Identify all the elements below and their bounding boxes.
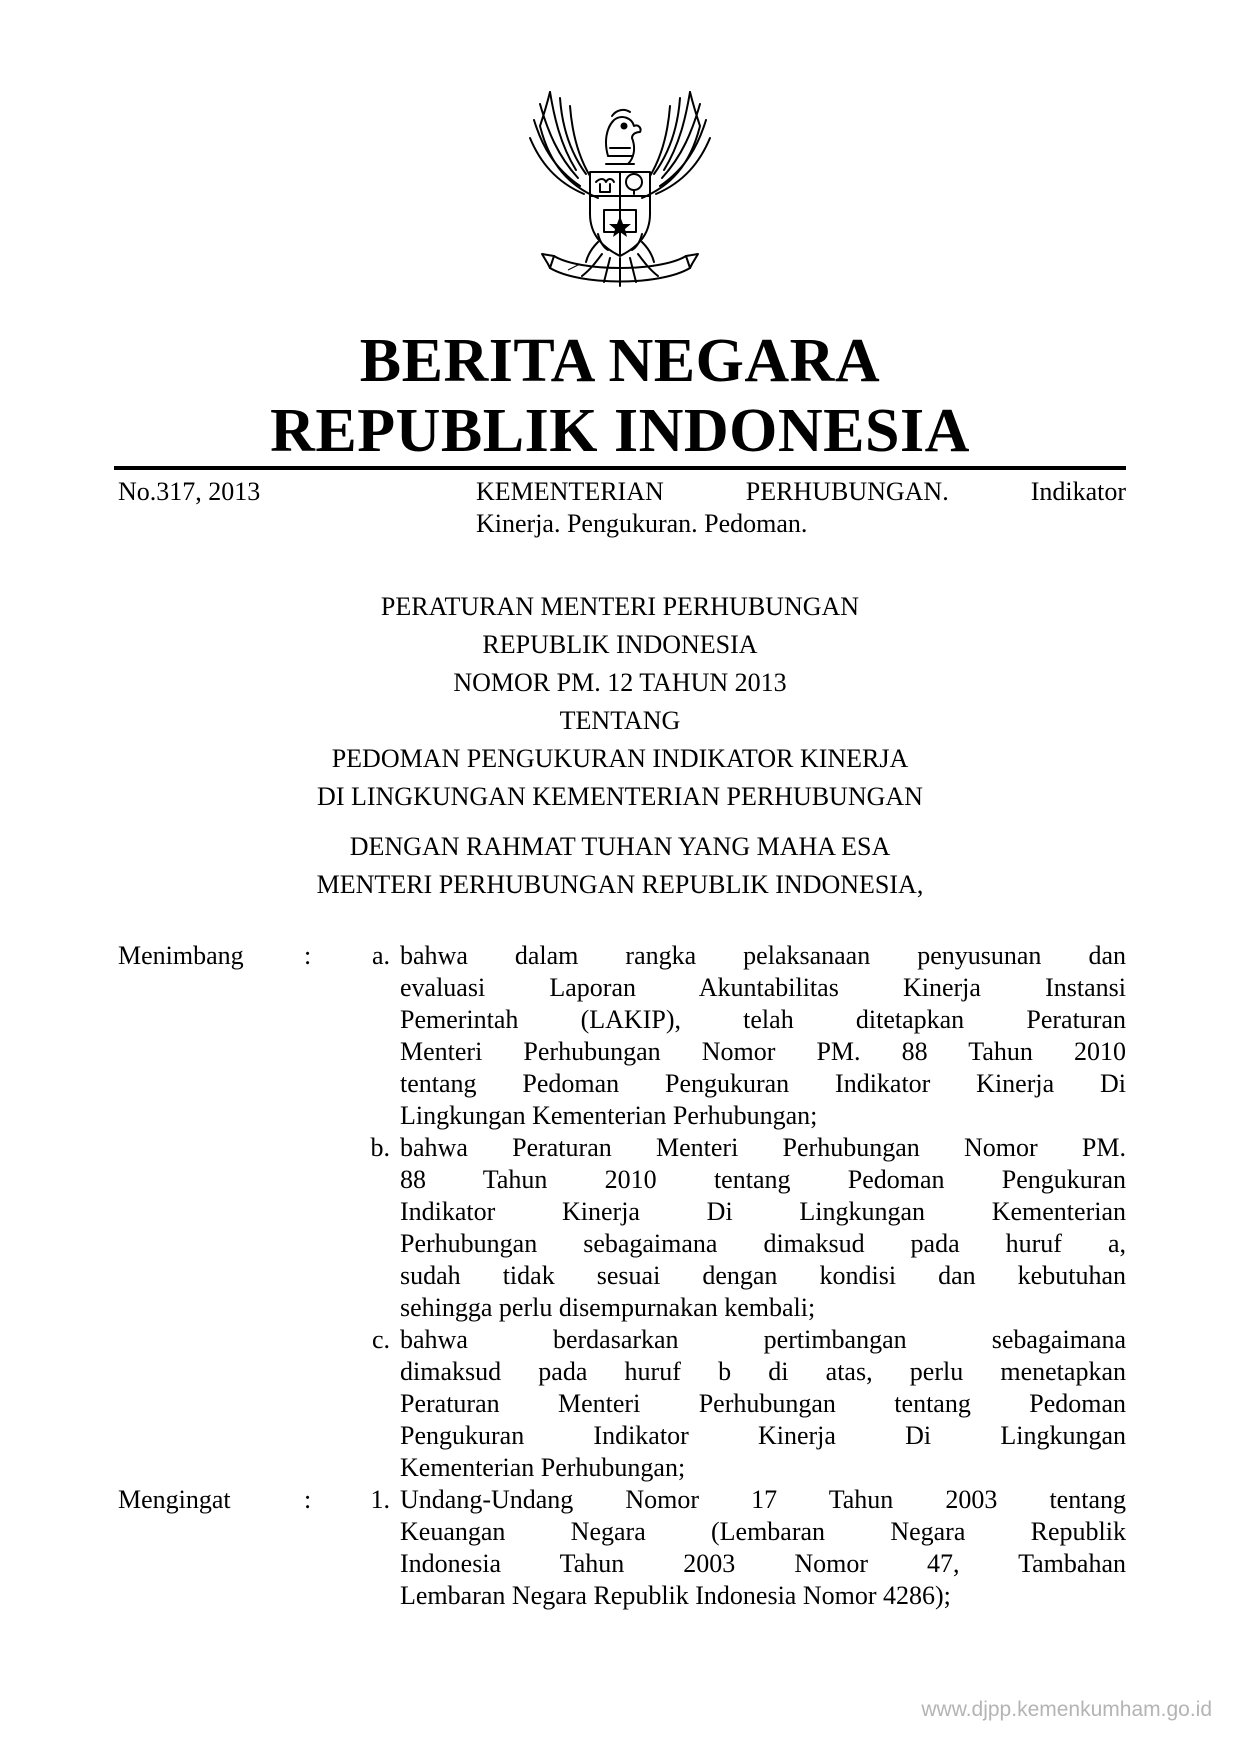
menimbang-item-b: [118, 1132, 1126, 1324]
text-line: sehingga perlu disempurnakan kembali;: [400, 1293, 816, 1322]
text-line: Lingkungan Kementerian Perhubungan;: [400, 1101, 818, 1130]
masthead-line-2: REPUBLIK INDONESIA: [270, 397, 970, 465]
masthead-rule: [114, 466, 1126, 470]
text-line: Peraturan Menteri Perhubungan tentang Pedoman: [400, 1389, 1126, 1418]
garuda-pancasila-icon: [520, 86, 720, 300]
masthead-line-1: BERITA NEGARA: [359, 327, 881, 395]
item-marker: c.: [371, 1325, 390, 1354]
issue-subject: [476, 476, 1126, 540]
text-line: tentang Pedoman Pengukuran Indikator Kinerja Di: [400, 1069, 1126, 1098]
menimbang-item-a: [118, 940, 1126, 1132]
menimbang-label: Menimbang: [118, 941, 244, 970]
item-text: [400, 1484, 1126, 1612]
text-line: bahwa dalam rangka pelaksanaan penyusunan dan: [400, 941, 1126, 970]
text-line: Keuangan Negara (Lembaran Negara Republik: [400, 1517, 1126, 1546]
text-line: bahwa Peraturan Menteri Perhubungan Nomor PM.: [400, 1133, 1126, 1162]
title-line: PERATURAN MENTERI PERHUBUNGAN: [380, 592, 860, 621]
title-line: REPUBLIK INDONESIA: [482, 630, 758, 659]
text-line: bahwa berdasarkan pertimbangan sebagaimana: [400, 1325, 1126, 1354]
text-line: Undang-Undang Nomor 17 Tahun 2003 tentang: [400, 1485, 1126, 1514]
garuda-emblem: [520, 86, 720, 300]
issue-subject-line: KEMENTERIAN PERHUBUNGAN. Indikator: [476, 477, 1126, 506]
text-line: Kementerian Perhubungan;: [400, 1453, 686, 1482]
mengingat-label: Mengingat: [118, 1485, 231, 1514]
text-line: 88 Tahun 2010 tentang Pedoman Pengukuran: [400, 1165, 1126, 1194]
source-watermark: www.djpp.kemenkumham.go.id: [921, 1698, 1212, 1721]
invocation: DENGAN RAHMAT TUHAN YANG MAHA ESA: [349, 832, 891, 861]
issue-subject-line: Kinerja. Pengukuran. Pedoman.: [476, 509, 808, 538]
mengingat-colon: :: [304, 1485, 312, 1514]
text-line: Pemerintah (LAKIP), telah ditetapkan Peraturan: [400, 1005, 1126, 1034]
title-line: DI LINGKUNGAN KEMENTERIAN PERHUBUNGAN: [317, 782, 923, 811]
item-marker: a.: [371, 941, 390, 970]
authority: MENTERI PERHUBUNGAN REPUBLIK INDONESIA,: [316, 870, 924, 899]
text-line: dimaksud pada huruf b di atas, perlu menetapkan: [400, 1357, 1126, 1386]
text-line: Indonesia Tahun 2003 Nomor 47, Tambahan: [400, 1549, 1126, 1578]
menimbang-item-c: [118, 1324, 1126, 1484]
item-text: [400, 1132, 1126, 1324]
text-line: Indikator Kinerja Di Lingkungan Kementerian: [400, 1197, 1126, 1226]
text-line: Lembaran Negara Republik Indonesia Nomor 4286);: [400, 1581, 951, 1610]
title-line: PEDOMAN PENGUKURAN INDIKATOR KINERJA: [331, 744, 909, 773]
text-line: Pengukuran Indikator Kinerja Di Lingkungan: [400, 1421, 1126, 1450]
mengingat-item-1: [118, 1484, 1126, 1612]
text-line: sudah tidak sesuai dengan kondisi dan kebutuhan: [400, 1261, 1126, 1290]
item-text: [400, 1324, 1126, 1484]
menimbang-colon: :: [304, 941, 312, 970]
mengingat-block: [118, 1484, 1126, 1612]
title-line: NOMOR PM. 12 TAHUN 2013: [453, 668, 787, 697]
title-line: TENTANG: [559, 706, 681, 735]
text-line: evaluasi Laporan Akuntabilitas Kinerja Instansi: [400, 973, 1126, 1002]
considerations-section: [118, 940, 1126, 1612]
regulation-title: [0, 588, 1240, 904]
text-line: Menteri Perhubungan Nomor PM. 88 Tahun 2010: [400, 1037, 1126, 1066]
item-marker: b.: [370, 1133, 390, 1162]
item-marker: 1.: [370, 1485, 390, 1514]
text-line: Perhubungan sebagaimana dimaksud pada huruf a,: [400, 1229, 1126, 1258]
issue-number: No.317, 2013: [118, 477, 261, 506]
menimbang-block: [118, 940, 1126, 1484]
item-text: [400, 940, 1126, 1132]
